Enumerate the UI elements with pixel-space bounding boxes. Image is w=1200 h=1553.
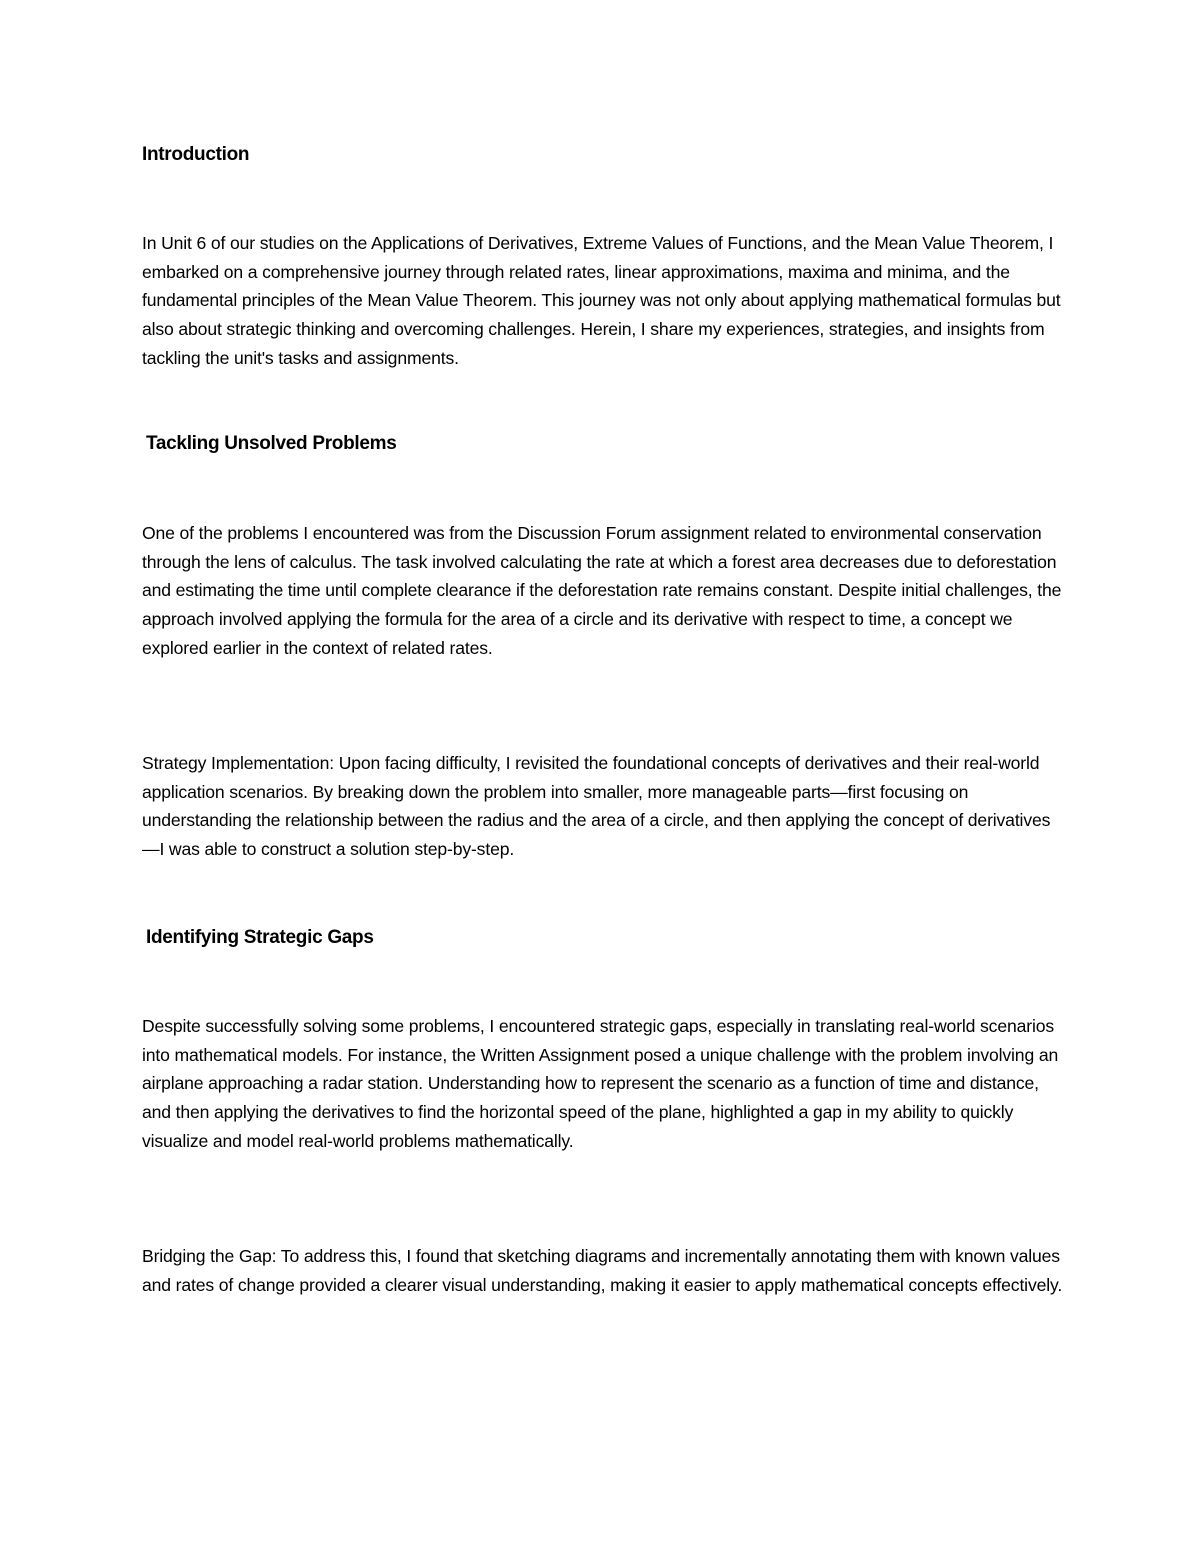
section2-paragraph-1: Despite successfully solving some problems, I encountered strategic gaps, especially in translating real-world scenarios into mathematical models. For instance, the Written Assignment posed a unique challenge with the problem involving an airplane approaching a radar station. Understanding how to represent the scenario as a function of time and distance, and then applying the derivatives to find the horizontal speed of the plane, highlighted a gap in my ability to quickly visualize and model real-world problems mathematically. bbox=[142, 1016, 1059, 1151]
intro-paragraph: In Unit 6 of our studies on the Applications of Derivatives, Extreme Values of Functions, and the Mean Value Theorem, I embarked on a comprehensive journey through related rates, linear approximations, maxima and minima, and the fundamental principles of the Mean Value Theorem. This journey was not only about applying mathematical formulas but also about strategic thinking and overcoming challenges. Herein, I share my experiences, strategies, and insights from tackling the unit's tasks and assignments. bbox=[142, 233, 1061, 368]
section-heading-identifying-strategic-gaps: Identifying Strategic Gaps bbox=[146, 927, 374, 948]
section2-paragraph-2: Bridging the Gap: To address this, I found that sketching diagrams and incrementally annotating them with known values and rates of change provided a clearer visual understanding, making it easier to apply mathematical concepts effectively. bbox=[142, 1246, 1063, 1295]
section-heading-tackling-unsolved-problems: Tackling Unsolved Problems bbox=[146, 433, 397, 454]
section1-paragraph-2: Strategy Implementation: Upon facing difficulty, I revisited the foundational concepts of derivatives and their real-world application scenarios. By breaking down the problem into smaller, more manageable parts—first focusing on understanding the relationship between the radius and the area of a circle, and then applying the concept of derivatives—I was able to construct a solution step-by-step. bbox=[142, 753, 1051, 860]
section1-paragraph-1: One of the problems I encountered was from the Discussion Forum assignment related to environmental conservation through the lens of calculus. The task involved calculating the rate at which a forest area decreases due to deforestation and estimating the time until complete clearance if the deforestation rate remains constant. Despite initial challenges, the approach involved applying the formula for the area of a circle and its derivative with respect to time, a concept we explored earlier in the context of related rates. bbox=[142, 523, 1062, 658]
intro-heading: Introduction bbox=[142, 144, 250, 165]
